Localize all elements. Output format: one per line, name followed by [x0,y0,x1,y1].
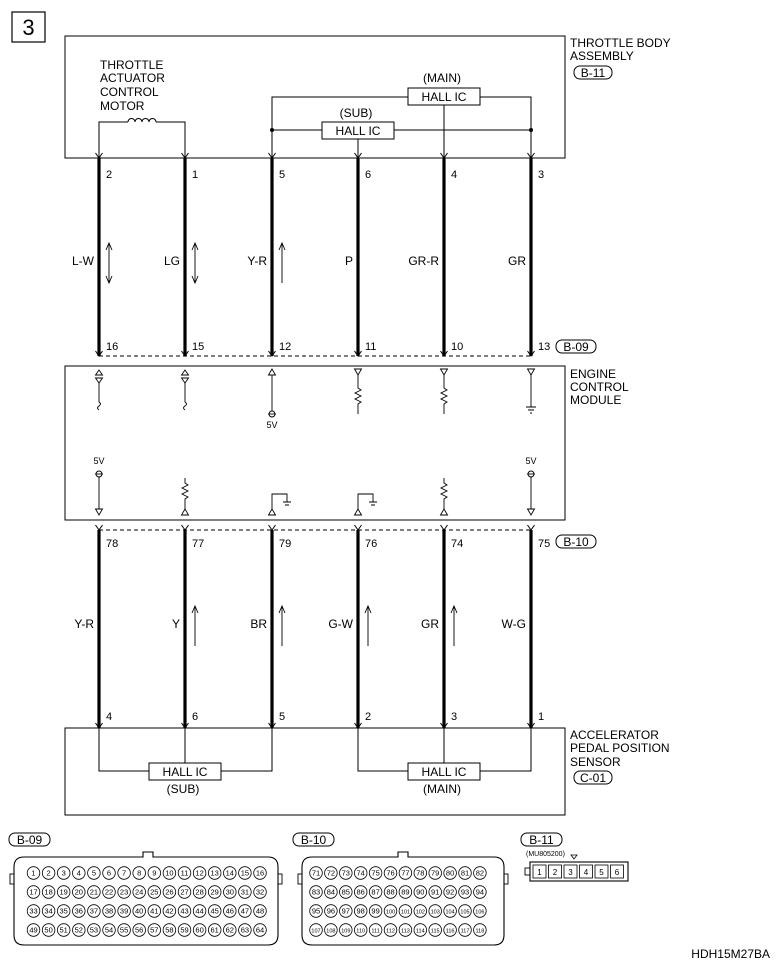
app-sub-hall-ic-label: HALL IC [162,765,208,779]
motor-label-3: CONTROL [100,85,159,99]
pin-number-bottom: 16 [106,341,119,353]
ecm-5v-label-c: 5V [525,456,537,466]
app-title-2: PEDAL POSITION [570,741,670,755]
connector-pin-number: 102 [415,909,425,916]
connector-view-b10 [293,833,508,945]
wire-color-label: GR [421,617,439,631]
connector-latch [278,874,282,884]
connector-pin-number: 64 [255,925,265,935]
accelerator-pedal-position-sensor [65,728,670,815]
pin-number-bottom: 1 [538,711,545,723]
terminal-chevron [355,525,362,530]
motor-label-4: MOTOR [100,99,145,113]
connector-pin-number: 18 [44,887,53,897]
connector-pin-number: 71 [311,868,321,878]
pin-number-bottom: 10 [451,341,464,353]
connector-view-b09 [9,833,282,945]
connector-pin-number: 22 [104,887,114,897]
connector-pin-number: 95 [311,906,321,916]
connector-pin-number: 104 [445,909,455,916]
terminal-chevron [528,525,535,530]
connector-pin-number: 82 [475,868,485,878]
connector-pin-number: 3 [61,868,66,878]
wire-color-label: GR [508,254,526,268]
connector-pin-number: 10 [165,868,174,878]
pin-number-bottom: 15 [192,341,205,353]
connector-pin-number: 54 [104,925,114,935]
pin-number-bottom: 13 [538,341,551,353]
connector-pin-number: 29 [210,887,219,897]
connector-pin-number: 35 [59,906,68,916]
connector-pin-number: 103 [430,909,440,916]
connector-pin-number: 110 [356,928,366,935]
ecm-box [65,366,565,520]
connector-pin-number: 14 [225,868,234,878]
wire-color-label: Y [171,617,180,631]
connector-key-mark [571,855,577,859]
connector-pin-number: 34 [44,906,53,916]
connector-pin-number: 96 [326,906,336,916]
connector-pin-number: 108 [326,928,336,935]
connector-pin-number: 74 [356,868,365,878]
connector-pin-number: 61 [210,925,219,935]
wire-color-label: Y-R [74,617,94,631]
connector-pin-number: 25 [150,887,159,897]
connector-pin-number: 76 [386,868,395,878]
connector-view-b11-label: B-11 [529,833,554,847]
junction-dot [270,128,274,132]
connector-pin-number: 20 [74,887,83,897]
connector-pin-number: 97 [341,906,350,916]
connector-pin-number: 17 [29,887,38,897]
throttle-body-harness [72,153,550,356]
connector-pin-number: 100 [385,909,396,916]
ecm-title-1: ENGINE [570,367,617,381]
ecm-5v-label-b: 5V [93,456,105,466]
connector-pin-number: 99 [371,906,380,916]
pin-number-top: 76 [365,538,378,550]
connector-tag-b09-label: B-09 [563,340,589,354]
connector-pin-number: 13 [210,868,219,878]
connector-pin-number: 45 [210,906,219,916]
pin-number-bottom: 4 [106,711,113,723]
connector-pin-number: 116 [445,928,455,935]
pin-number-top: 5 [279,169,286,181]
tb-sub-label: (SUB) [339,106,373,120]
connector-pin-number: 75 [371,868,380,878]
connector-pin-number: 94 [475,887,485,897]
terminal-chevron [269,525,276,530]
wire-color-label: BR [250,617,267,631]
connector-pin-number: 115 [430,928,440,935]
connector-pin-number: 106 [475,909,485,916]
connector-pin-number: 78 [416,868,425,878]
connector-pin-number: 109 [341,928,351,935]
tb-internal-wiring [272,97,531,158]
connector-pin-number: 59 [180,925,189,935]
wire-color-label: Y-R [247,254,267,268]
connector-view-b11-part: (MU805200) [526,851,565,858]
app-main-label: (MAIN) [423,782,461,796]
footer-code: HDH15M27BA [691,947,770,961]
ecm-title-3: MODULE [570,393,622,407]
connector-pin-number: 23 [119,887,129,897]
connector-tag-b11-label: B-11 [580,66,606,80]
connector-pin-number: 27 [180,887,189,897]
tb-sub-hall-ic-label: HALL IC [335,124,381,138]
connector-pin-number: 52 [74,925,83,935]
connector-pin-number: 80 [445,868,455,878]
connector-pin-number: 101 [400,909,410,916]
connector-pin-number: 81 [460,868,470,878]
connector-pin-number: 90 [416,887,425,897]
connector-view-b11-pins [533,865,624,878]
accelerator-sensor-harness [74,525,550,728]
connector-pin-number: 47 [240,906,250,916]
connector-pin-number: 50 [44,925,53,935]
connector-pin-number: 4 [583,868,589,877]
pin-number-top: 79 [279,538,292,550]
connector-pin-number: 2 [552,868,558,877]
connector-pin-number: 39 [119,906,129,916]
connector-pin-number: 62 [225,925,234,935]
pin-number-top: 4 [451,169,458,181]
pin-number-bottom: 3 [451,711,458,723]
connector-pin-number: 3 [568,868,573,877]
connector-pin-number: 28 [195,887,204,897]
connector-pin-number: 63 [240,925,250,935]
pin-number-top: 74 [451,538,464,550]
tb-main-label: (MAIN) [423,71,461,85]
connector-pin-number: 46 [225,906,234,916]
connector-pin-number: 57 [150,925,159,935]
connector-pin-number: 118 [475,928,485,935]
tb-main-hall-ic-label: HALL IC [421,90,467,104]
connector-pin-number: 56 [135,925,144,935]
connector-pin-number: 16 [255,868,265,878]
pin-number-bottom: 11 [365,341,377,353]
connector-pin-number: 111 [371,928,380,935]
connector-pin-number: 88 [386,887,395,897]
connector-latch [298,874,302,884]
connector-tag-b10-label: B-10 [563,535,589,549]
connector-pin-number: 48 [255,906,265,916]
connector-pin-number: 41 [150,906,159,916]
pin-number-top: 6 [365,169,372,181]
connector-pin-number: 84 [326,887,336,897]
connector-pin-number: 60 [195,925,204,935]
connector-pin-number: 91 [431,887,440,897]
wire-color-label: P [344,254,353,268]
connector-pin-number: 98 [356,906,365,916]
connector-pin-number: 87 [371,887,380,897]
connector-pin-number: 58 [165,925,174,935]
connector-pin-number: 92 [445,887,455,897]
connector-pin-number: 79 [431,868,440,878]
pin-number-bottom: 12 [279,341,292,353]
ecm-title-2: CONTROL [570,380,629,394]
connector-pin-number: 21 [89,887,99,897]
connector-pin-number: 49 [29,925,38,935]
connector-pin-number: 6 [106,868,112,878]
motor-label-2: ACTUATOR [100,71,165,85]
app-sub-label: (SUB) [166,782,200,796]
connector-pin-number: 112 [386,928,395,935]
connector-pin-number: 11 [180,868,189,878]
connector-pin-number: 24 [135,887,144,897]
pin-number-top: 2 [106,169,113,181]
connector-view-b11 [521,833,628,881]
ecm-internal-circuits [95,369,536,515]
connector-view-b10-label: B-10 [300,833,327,847]
connector-pin-number: 44 [195,906,204,916]
connector-pin-number: 31 [240,887,250,897]
connector-pin-number: 5 [91,868,96,878]
connector-pin-number: 42 [165,906,174,916]
motor-label-1: THROTTLE [100,58,164,72]
connector-pin-number: 8 [137,868,142,878]
connector-pin-number: 40 [135,906,144,916]
connector-pin-number: 77 [401,868,410,878]
engine-control-module [65,366,629,520]
connector-pin-number: 72 [326,868,336,878]
connector-pin-number: 107 [311,928,321,935]
connector-pin-number: 9 [152,868,157,878]
connector-latch [525,868,530,875]
connector-pin-number: 1 [31,868,36,878]
connector-pin-number: 38 [104,906,114,916]
connector-view-b10-pins [310,867,487,937]
connector-pin-number: 105 [460,909,470,916]
connector-pin-number: 12 [195,868,204,878]
pin-number-bottom: 2 [365,711,372,723]
connector-pin-number: 86 [356,887,365,897]
pin-number-top: 1 [192,169,199,181]
terminal-chevron [182,525,189,530]
connector-latch [10,874,14,884]
pin-number-top: 77 [192,538,205,550]
connector-pin-number: 113 [401,928,410,935]
connector-pin-number: 1 [537,868,542,877]
connector-pin-number: 114 [415,928,425,935]
pin-number-top: 78 [106,538,119,550]
connector-pin-number: 37 [89,906,99,916]
connector-pin-number: 51 [59,925,68,935]
connector-pin-number: 55 [119,925,129,935]
wire-color-label: GR-R [408,254,439,268]
connector-pin-number: 19 [59,887,68,897]
ecm-5v-label-a: 5V [266,420,278,430]
app-title-1: ACCELERATOR [570,728,659,742]
connector-pin-number: 89 [401,887,410,897]
wire-color-label: G-W [328,617,353,631]
connector-pin-number: 53 [89,925,99,935]
connector-pin-number: 83 [311,887,321,897]
wire-color-label: LG [163,254,180,268]
throttle-body-assembly [65,36,671,158]
connector-view-b09-pins [27,867,266,937]
connector-latch [504,874,508,884]
connector-pin-number: 117 [460,928,470,935]
page-number: 3 [22,15,35,40]
throttle-body-title-2: ASSEMBLY [570,49,634,63]
wire-color-label: W-G [501,617,526,631]
connector-pin-number: 33 [29,906,38,916]
terminal-chevron [441,525,448,530]
app-title-3: SENSOR [570,755,621,769]
connector-pin-number: 30 [225,887,234,897]
junction-dot [529,128,533,132]
connector-pin-number: 36 [74,906,83,916]
wire-color-label: L-W [72,254,94,268]
pin-number-top: 75 [538,538,551,550]
connector-pin-number: 26 [165,887,174,897]
terminal-chevron [96,525,103,530]
pin-number-bottom: 5 [279,711,286,723]
connector-tag-c01-label: C-01 [579,771,607,785]
connector-pin-number: 73 [341,868,350,878]
pin-number-bottom: 6 [192,711,199,723]
throttle-body-title-1: THROTTLE BODY [570,36,671,50]
connector-pin-number: 2 [46,868,51,878]
pin-number-top: 3 [538,169,545,181]
motor-coil-symbol [99,119,185,159]
connector-pin-number: 43 [180,906,189,916]
connector-pin-number: 7 [122,868,127,878]
connector-pin-number: 4 [76,868,81,878]
connector-pin-number: 85 [341,887,350,897]
app-main-hall-ic-label: HALL IC [421,765,467,779]
connector-pin-number: 15 [240,868,250,878]
connector-pin-number: 93 [460,887,470,897]
connector-pin-number: 32 [255,887,265,897]
connector-view-b09-label: B-09 [16,833,43,847]
connector-pin-number: 5 [599,868,604,877]
connector-pin-number: 6 [614,868,620,877]
